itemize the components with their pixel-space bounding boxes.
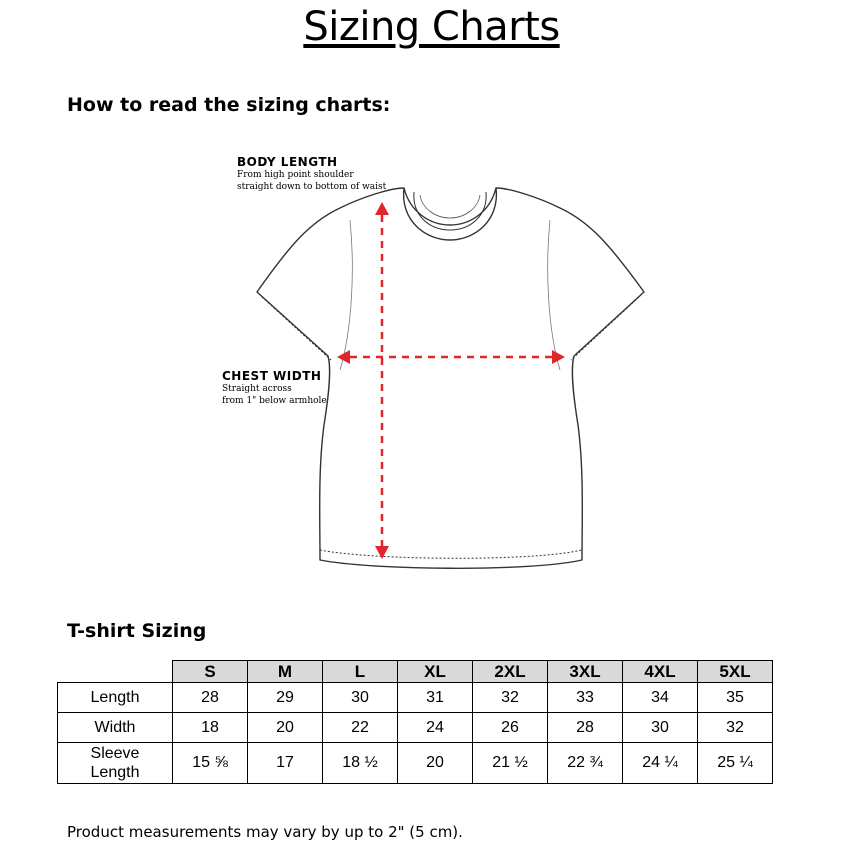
table-cell: 24 ¼ [623,743,698,784]
tshirt-diagram [200,150,660,590]
table-cell: 32 [698,713,773,743]
table-cell: 30 [323,683,398,713]
table-cell: 34 [623,683,698,713]
chest-width-arrow-right [552,350,565,364]
row-label-sleeve-length [58,743,173,784]
table-cell: 18 [173,713,248,743]
table-cell: 33 [548,683,623,713]
size-header: XL [398,661,473,683]
chest-width-desc-1: Straight across [222,384,292,394]
measure-arrows [200,150,660,590]
table-cell: 22 [323,713,398,743]
table-cell: 28 [548,713,623,743]
page-title: Sizing Charts [303,4,560,50]
size-header-row [58,661,773,683]
table-row [58,683,773,713]
table-cell: 20 [398,743,473,784]
row-label-width: Width [58,713,173,743]
table-cell: 15 ⅝ [173,743,248,784]
body-length-desc-2: straight down to bottom of waist [237,182,387,192]
row-label-length: Length [58,683,173,713]
body-length-title: BODY LENGTH [237,155,338,169]
size-header: 3XL [548,661,623,683]
size-header: L [323,661,398,683]
table-cell: 28 [173,683,248,713]
size-header: 5XL [698,661,773,683]
body-length-arrow-bottom [375,546,389,559]
table-cell: 21 ½ [473,743,548,784]
body-length-desc-1: From high point shoulder [237,170,354,180]
size-header: 2XL [473,661,548,683]
table-cell: 31 [398,683,473,713]
table-cell: 30 [623,713,698,743]
table-cell: 17 [248,743,323,784]
table-cell: 22 ¾ [548,743,623,784]
body-length-arrow-top [375,202,389,215]
row-label-line: Length [90,764,140,781]
table-cell: 26 [473,713,548,743]
table-cell: 18 ½ [323,743,398,784]
row-label-line: Sleeve [90,745,140,762]
size-table [57,660,773,784]
chest-width-title: CHEST WIDTH [222,369,322,383]
howto-heading: How to read the sizing charts: [67,94,391,116]
tshirt-sizing-heading: T-shirt Sizing [67,620,207,642]
size-header: S [173,661,248,683]
table-cell: 32 [473,683,548,713]
table-row [58,713,773,743]
table-cell: 25 ¼ [698,743,773,784]
table-row [58,743,773,784]
chest-width-arrow-left [337,350,350,364]
table-cell: 24 [398,713,473,743]
table-cell: 20 [248,713,323,743]
table-cell: 35 [698,683,773,713]
chest-width-desc-2: from 1" below armhole [222,396,327,406]
size-header: 4XL [623,661,698,683]
footnote: Product measurements may vary by up to 2" (5 cm). [67,823,463,841]
size-header: M [248,661,323,683]
table-cell: 29 [248,683,323,713]
